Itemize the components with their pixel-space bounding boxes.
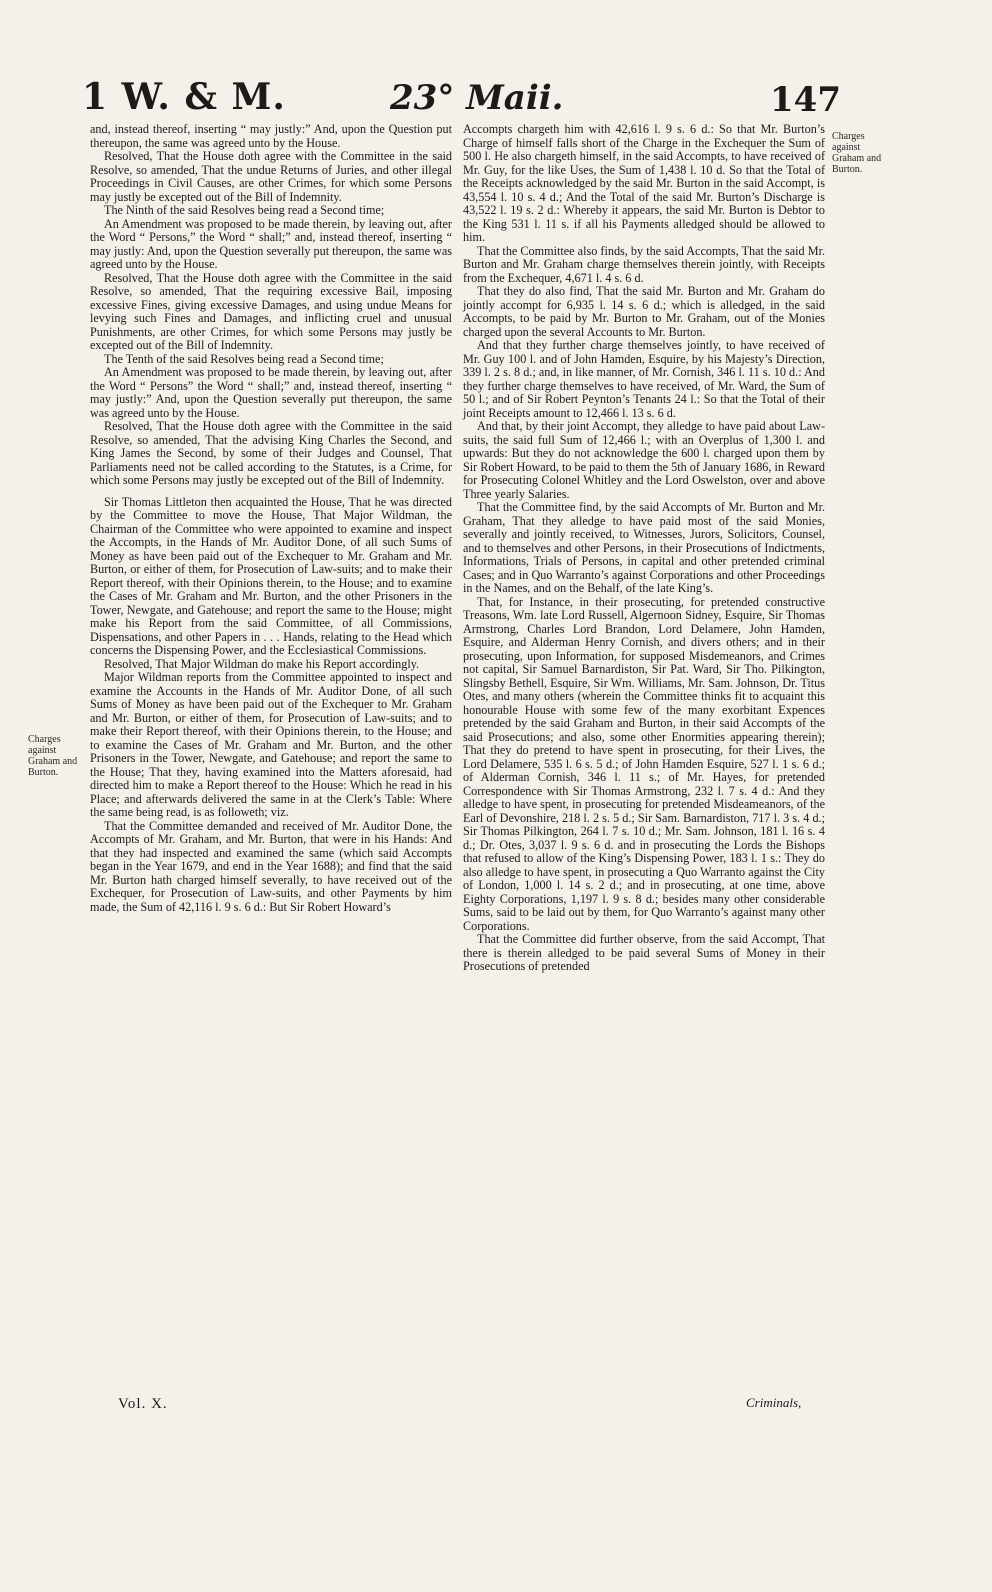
paragraph: That they do also find, That the said Mr. Burton and Mr. Graham do jointly accompt for 6,935 l. 14 s. 6 d.; which is alledged, in the said Accompts, to be paid by Mr. Burton to Mr. Graham, out of the Monies charged upon the several Accounts to Mr. Burton.	[463, 284, 825, 339]
paragraph: And that, by their joint Accompt, they alledge to have paid about Law-suits, the said full Sum of 12,466 l.; with an Overplus of 1,300 l. and upwards: But they do not acknowledge the 600 l. charged upon them by Sir Robert Howard, to be paid to them the 5th of January 1686, in Reward for Prosecuting Colonel Whitley and the Lord Oswelston, over and above Three yearly Salaries.	[463, 419, 825, 501]
volume-signature: Vol. X.	[118, 1396, 168, 1412]
paragraph: Accompts chargeth him with 42,616 l. 9 s. 6 d.: So that Mr. Burton’s Charge of himself falls short of the Charge in the Exchequer the Sum of 500 l. He also chargeth himself, in the said Accompts, to have received of Mr. Guy, for the like Uses, the Sum of 1,438 l. 10 d. So that the Total of the Receipts acknowledged by the said Mr. Burton in the said Accompt, is 43,554 l. 10 s. 4 d.; And the Total of the said Mr. Burton’s Discharge is 43,522 l. 19 s. 2 d.: Whereby it appears, the said Mr. Burton is Debtor to the King 531 l. 11 s. if all his Payments alledged should be allowed to him.	[463, 122, 825, 244]
paragraph: The Tenth of the said Resolves being read a Second time;	[104, 351, 384, 366]
running-head-date: 23° Maii.	[390, 78, 564, 118]
paragraph: That the Committee demanded and received of Mr. Auditor Done, the Accompts of Mr. Graham, and Mr. Burton, that were in his Hands: And that they had inspected and examined the same (which said Accompts began in the Year 1679, and end in the Year 1688); and find that the said Mr. Burton hath charged himself severally, to have received out of the Exchequer, for Prosecution of Law-suits, and other Payments by him made, the Sum of 42,116 l. 9 s. 6 d.: But Sir Robert Howard’s	[90, 818, 452, 914]
paragraph: That, for Instance, in their prosecuting, for pretended constructive Treasons, Wm. late Lord Russell, Algernoon Sidney, Esquire, Sir Thomas Armstrong, Charles Lord Brandon, Lord Delamere, John Hamden, Esquire, and Alderman Henry Cornish, and divers others; and in their prosecuting, upon Information, for supposed Misdemeanors, and Crimes not capital, Sir Samuel Barnardiston, Sir Pat. Ward, Sir Tho. Pilkington, Slingsby Bethell, Esquire, Sir Wm. Williams, Mr. Sam. Johnson, Dr. Titus Otes, and many others (wherein the Committee thinks fit to acquaint this honourable House with some few of the many exorbitant Expences pretended by the said Graham and Burton, in their said Accompts of the said Prosecutions; and also, some other Enormities appearing therein); That they do pretend to have spent in prosecuting, for their Lives, the Lord Delamere, 535 l. 6 s. 5 d.; of John Hamden Esquire, 527 l. 1 s. 6 d.; of Alderman Cornish, 346 l. 11 s.; of Mr. Hayes, for pretended Correspondence with Sir Thomas Armstrong, 232 l. 7 s. 4 d.: And they alledge to have spent, in prosecuting for pretended Misdeameanors, of the Earl of Devonshire, 218 l. 2 s. 5 d.; Sir Sam. Barnardiston, 717 l. 3 s. 4 d.; Sir Thomas Pilkington, 264 l. 7 s. 10 d.; Mr. Sam. Johnson, 181 l. 16 s. 4 d.; Dr. Otes, 3,037 l. 9 s. 6 d. and in prosecuting the Lords the Bishops that refused to allow of the King’s Dispensing Power, 183 l. 1 s.: They do also alledge to have spent, in prosecuting a Quo Warranto against the City of London, 1,000 l. 14 s. 2 d.; and in prosecuting, at one time, above Eighty Corporations, 1,197 l. 9 s. 8 d.; besides many other considerable Sums, said to be laid out by them, for Quo Warranto’s against many other Corporations.	[463, 594, 825, 933]
paragraph: Resolved, That the House doth agree with the Committee in the said Resolve, so amended, That the requiring excessive Bail, imposing excessive Fines, giving excessive Damages, and using undue Means for levying such Fines and Damages, and inflicting cruel and unusual Punishments, are other Crimes, for which some Persons may justly be excepted out of the Bill of Indemnity.	[90, 270, 452, 352]
paragraph: Resolved, That the House doth agree with the Committee in the said Resolve, so amended, That the undue Returns of Juries, and other illegal Proceedings in Civil Causes, are other Crimes, for which some Persons may justly be excepted out of the Bill of Indemnity.	[90, 149, 452, 204]
paragraph: and, instead thereof, inserting “ may justly:” And, upon the Question put thereupon, the same was agreed unto by the House.	[90, 122, 452, 150]
paragraph: That the Committee did further observe, from the said Accompt, That there is therein alledged to be paid several Sums of Money in their Prosecutions of pretended	[463, 932, 825, 973]
paragraph: An Amendment was proposed to be made therein, by leaving out, after the Word “ Persons” the Word “ shall;” and, instead thereof, inserting “ may justly:” And, upon the Question severally put thereupon, the same was agreed unto by the House.	[90, 365, 452, 420]
right-column	[463, 123, 825, 974]
paragraph: Major Wildman reports from the Committee appointed to inspect and examine the Accounts in the Hands of Mr. Auditor Done, of all such Sums of Money as have been paid out of the Exchequer to Mr. Graham and Mr. Burton, or either of them, for Prosecution of Law-suits; and to make their Report thereof, with their Opinions therein, to the House; and to examine the Cases of Mr. Graham and Mr. Burton, and the other Prisoners in the Tower, Newgate, and Gatehouse; and report the same to the House; That they, having examined into the Matters aforesaid, had directed him to make a Report thereof to the House: Which he read in his Place; and afterwards delivered the same in at the Clerk’s Table: Where the same being read, is as followeth; viz.	[90, 670, 452, 819]
paragraph: That the Committee also finds, by the said Accompts, That the said Mr. Burton and Mr. Graham charge themselves therein jointly, with Receipts from the Exchequer, 4,671 l. 4 s. 6 d.	[463, 243, 825, 285]
page-number: 147	[770, 80, 841, 120]
margin-note-right: Charges against Graham and Burton.	[832, 131, 882, 175]
paragraph: Resolved, That the House doth agree with the Committee in the said Resolve, so amended, That the advising King Charles the Second, and King James the Second, by some of their Judges and Counsel, That Parliaments need not be called according to the Statutes, is a Crime, for which some Persons may justly be excepted out of the Bill of Indemnity.	[90, 419, 452, 487]
paragraph: That the Committee find, by the said Accompts of Mr. Burton and Mr. Graham, That they alledge to have paid most of the said Monies, severally and jointly received, to Witnesses, Jurors, Solicitors, Counsel, and to themselves and other Persons, in their Prosecutions of Indictments, Informations, Trials of Persons, in capital and other pretended criminal Cases; and in Quo Warranto’s against Corporations and other Proceedings in the Names, and on the Behalf, of the late King’s.	[463, 500, 825, 595]
margin-note-left: Charges against Graham and Burton.	[28, 734, 78, 778]
paragraph: Resolved, That Major Wildman do make his Report accordingly.	[104, 656, 420, 671]
paragraph: The Ninth of the said Resolves being read a Second time;	[104, 203, 385, 217]
left-column	[90, 123, 452, 914]
paragraph: An Amendment was proposed to be made therein, by leaving out, after the Word “ Persons,” the Word “ shall;” and, instead thereof, inserting “ may justly: And, upon the Question severally put thereupon, the same was agreed unto by the House.	[90, 216, 452, 271]
paragraph: Sir Thomas Littleton then acquainted the House, That he was directed by the Committee to move the House, That Major Wildman, the Chairman of the Committee who were appointed to examine and inspect the Accompts, in the Hands of Mr. Auditor Done, of all such Sums of Money as have been paid out of the Exchequer to Mr. Graham and Mr. Burton, or either of them, for Prosecution of Law-suits; and to make their Report thereof, with their Opinions therein, to the House; and to examine the Cases of Mr. Graham and Mr. Burton, and the other Prisoners in the Tower, Newgate, and Gatehouse; and report the same to the House; might make his Report from the said Committee, of all Commissions, Dispensations, and other Papers in . . . Hands, relating to the Head which concerns the Dispensing Power, and the Ecclesiastical Commissions.	[90, 494, 452, 657]
paragraph: And that they further charge themselves jointly, to have received of Mr. Guy 100 l. and of John Hamden, Esquire, by his Majesty’s Direction, 339 l. 2 s. 8 d.; and, in like manner, of Mr. Cornish, 346 l. 11 s. 10 d.: And they further charge themselves to have received, of Mr. Ward, the Sum of 50 l.; and of Sir Robert Peynton’s Tenants 24 l.: So that the Total of their joint Receipts amount to 12,466 l. 13 s. 6 d.	[463, 338, 825, 420]
catchword: Criminals,	[746, 1395, 802, 1410]
running-head-regnal-year: 1 W. & M.	[82, 76, 286, 118]
